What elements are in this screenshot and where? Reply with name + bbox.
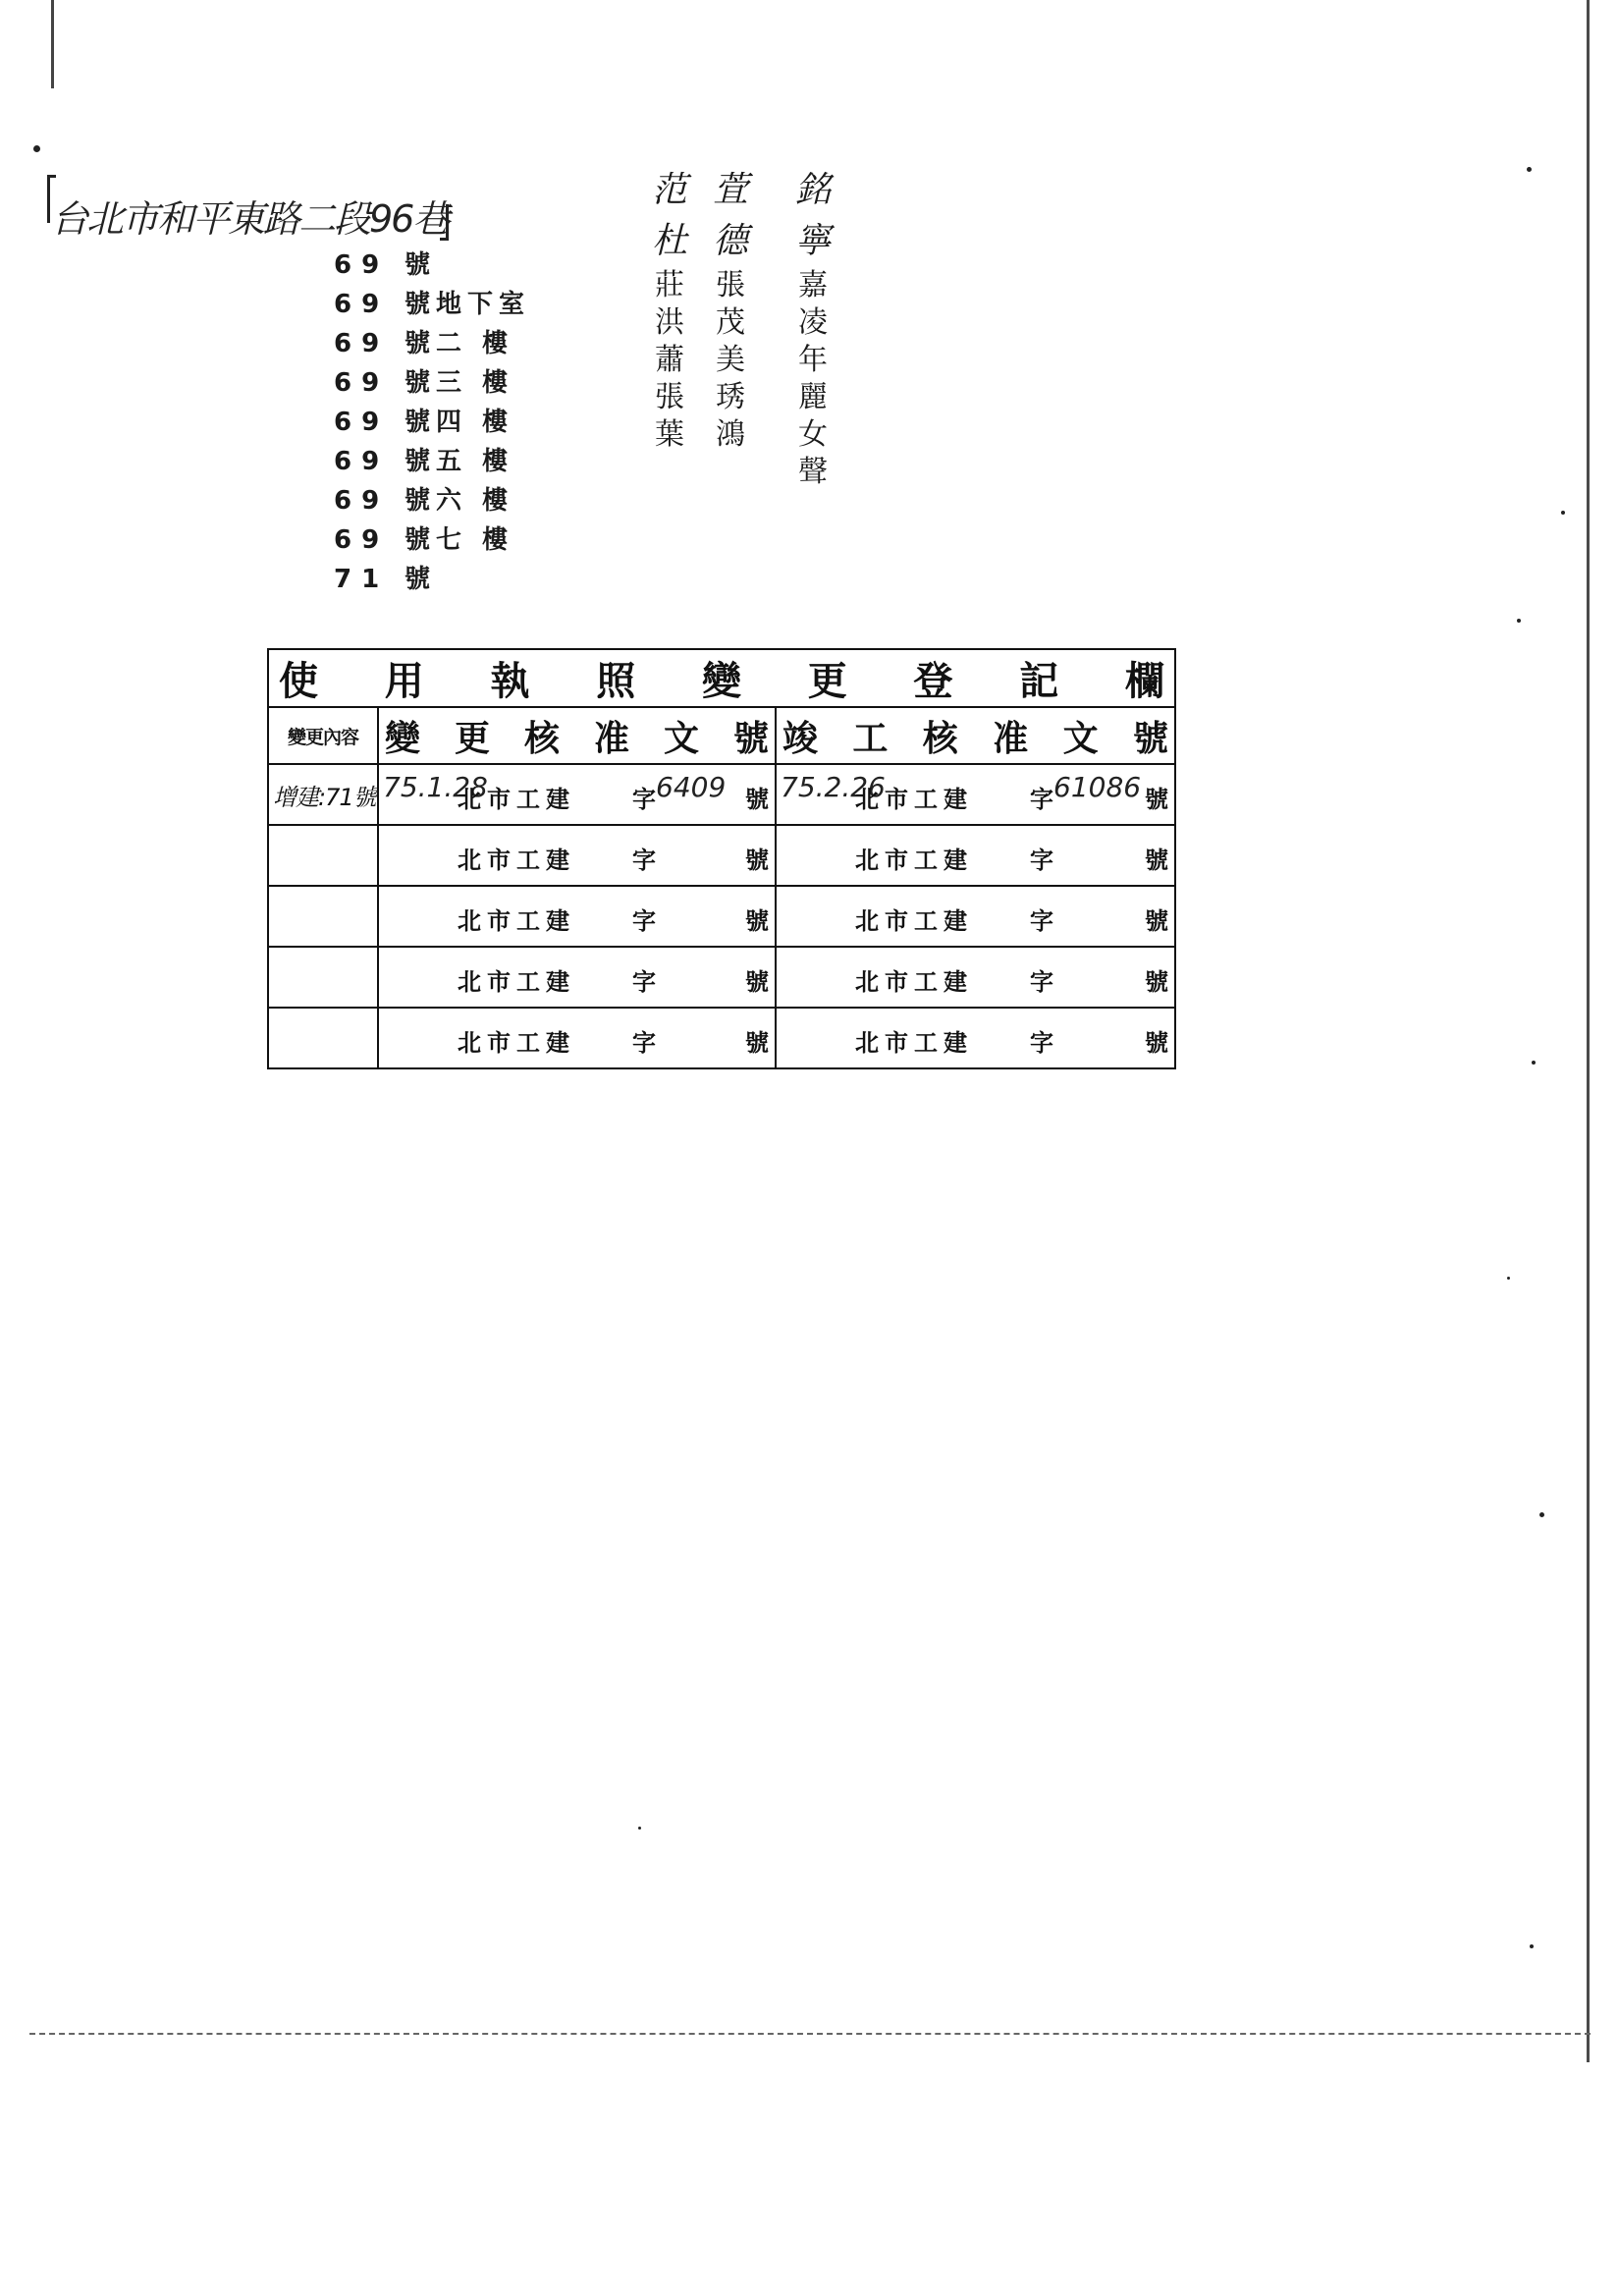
owner-name-char: 葉 bbox=[655, 417, 684, 452]
zi-label: 字 bbox=[1030, 785, 1053, 813]
owner-name-char: 美 bbox=[716, 343, 745, 377]
scan-speck bbox=[1527, 167, 1532, 172]
completion-approval-cell bbox=[776, 764, 1175, 825]
header-change-content: 變更內容 bbox=[268, 707, 378, 764]
owner-name-column bbox=[648, 165, 691, 454]
floor-row bbox=[334, 324, 530, 363]
change-approval-cell bbox=[378, 886, 776, 947]
owner-name-char: 嘉 bbox=[798, 268, 828, 302]
owner-name-char: 德 bbox=[712, 221, 748, 261]
office-label: 北市工建 bbox=[458, 967, 575, 996]
hao-label: 號 bbox=[745, 785, 769, 813]
scan-speck bbox=[1532, 1061, 1536, 1065]
scan-speck bbox=[1530, 1944, 1534, 1948]
change-content-cell bbox=[268, 886, 378, 947]
change-content bbox=[269, 1025, 273, 1053]
change-approval-cell bbox=[378, 825, 776, 886]
floor-label: 號五 樓 bbox=[404, 447, 514, 476]
floor-number: 69 bbox=[334, 447, 390, 476]
zi-label: 字 bbox=[1030, 906, 1053, 935]
hao-label: 號 bbox=[745, 967, 769, 996]
completion-approval-cell bbox=[776, 825, 1175, 886]
owner-name-char: 琇 bbox=[716, 380, 745, 414]
owner-name-char: 女 bbox=[798, 417, 828, 452]
floor-list bbox=[334, 246, 530, 599]
floor-label: 號 bbox=[404, 250, 437, 280]
header-completion-approval-no: 竣工核准文號 bbox=[776, 707, 1175, 764]
floor-number: 69 bbox=[334, 408, 390, 437]
change-content-cell bbox=[268, 764, 378, 825]
floor-row bbox=[334, 442, 530, 481]
floor-number: 69 bbox=[334, 525, 390, 555]
owner-name-char: 銘 bbox=[794, 170, 831, 210]
floor-label: 號地下室 bbox=[404, 290, 531, 319]
scan-speck bbox=[1507, 1277, 1510, 1280]
zi-label: 字 bbox=[1030, 1028, 1053, 1057]
zi-label: 字 bbox=[632, 846, 656, 874]
hao-label: 號 bbox=[1145, 846, 1169, 874]
zi-label: 字 bbox=[632, 967, 656, 996]
hao-label: 號 bbox=[745, 846, 769, 874]
floor-number: 71 bbox=[334, 565, 390, 594]
owner-name-char: 聲 bbox=[798, 455, 828, 489]
hao-label: 號 bbox=[745, 1028, 769, 1057]
office-label: 北市工建 bbox=[855, 785, 973, 813]
table-title-row bbox=[268, 649, 1175, 707]
office-label: 北市工建 bbox=[458, 846, 575, 874]
owner-name-column bbox=[791, 165, 835, 491]
change-content-cell bbox=[268, 947, 378, 1008]
table-title: 使用執照變更登記欄 bbox=[268, 649, 1175, 707]
hao-label: 號 bbox=[1145, 906, 1169, 935]
office-label: 北市工建 bbox=[855, 1028, 973, 1057]
completion-approval-cell bbox=[776, 1008, 1175, 1068]
header-change-approval-no: 變更核准文號 bbox=[378, 707, 776, 764]
owner-name-column bbox=[709, 165, 752, 454]
floor-row bbox=[334, 481, 530, 520]
owner-name-char: 莊 bbox=[655, 268, 684, 302]
floor-row bbox=[334, 560, 530, 599]
table-row bbox=[268, 764, 1175, 825]
change-content-cell bbox=[268, 1008, 378, 1068]
address-bracket-right bbox=[440, 204, 449, 241]
zi-label: 字 bbox=[1030, 846, 1053, 874]
owner-name-char: 洪 bbox=[655, 305, 684, 340]
scan-speck bbox=[1539, 1512, 1544, 1517]
scan-speck bbox=[638, 1827, 641, 1830]
zi-label: 字 bbox=[632, 1028, 656, 1057]
hao-label: 號 bbox=[1145, 967, 1169, 996]
floor-label: 號二 樓 bbox=[404, 329, 514, 358]
floor-label: 號六 樓 bbox=[404, 486, 514, 516]
office-label: 北市工建 bbox=[855, 846, 973, 874]
usage-permit-change-table bbox=[267, 648, 1176, 1069]
table-header-row bbox=[268, 707, 1175, 764]
owner-name-char: 杜 bbox=[651, 221, 687, 261]
owner-name-char: 萓 bbox=[712, 170, 748, 210]
scan-edge-bottom bbox=[29, 2033, 1591, 2035]
floor-label: 號三 樓 bbox=[404, 368, 514, 398]
table-row bbox=[268, 947, 1175, 1008]
change-approval-cell bbox=[378, 947, 776, 1008]
hao-label: 號 bbox=[1145, 1028, 1169, 1057]
change-approval-cell bbox=[378, 764, 776, 825]
floor-label: 號 bbox=[404, 565, 437, 594]
scan-edge-right bbox=[1587, 0, 1590, 2062]
scan-speck bbox=[33, 145, 40, 152]
change-content bbox=[269, 903, 273, 931]
change-number: 6409 bbox=[656, 771, 727, 803]
owner-name-char: 麗 bbox=[798, 380, 828, 414]
completion-number: 61086 bbox=[1053, 771, 1142, 803]
owner-name-char: 蕭 bbox=[655, 343, 684, 377]
zi-label: 字 bbox=[632, 906, 656, 935]
floor-number: 69 bbox=[334, 329, 390, 358]
owner-name-char: 張 bbox=[716, 268, 745, 302]
office-label: 北市工建 bbox=[458, 906, 575, 935]
table-row bbox=[268, 1008, 1175, 1068]
floor-row bbox=[334, 363, 530, 403]
table-row bbox=[268, 886, 1175, 947]
zi-label: 字 bbox=[632, 785, 656, 813]
completion-date: 75.2.26 bbox=[781, 771, 886, 803]
floor-label: 號四 樓 bbox=[404, 408, 514, 437]
owner-name-char: 張 bbox=[655, 380, 684, 414]
hao-label: 號 bbox=[1145, 785, 1169, 813]
office-label: 北市工建 bbox=[458, 785, 575, 813]
owner-name-char: 鴻 bbox=[716, 417, 745, 452]
floor-row bbox=[334, 520, 530, 560]
change-content bbox=[269, 843, 273, 870]
scan-edge-left bbox=[51, 0, 54, 88]
change-approval-cell bbox=[378, 1008, 776, 1068]
change-date: 75.1.28 bbox=[383, 771, 488, 803]
floor-number: 69 bbox=[334, 290, 390, 319]
office-label: 北市工建 bbox=[458, 1028, 575, 1057]
owner-name-char: 茂 bbox=[716, 305, 745, 340]
completion-approval-cell bbox=[776, 947, 1175, 1008]
handwritten-address: 台北市和平東路二段96巷 bbox=[51, 197, 449, 241]
owner-name-char: 范 bbox=[651, 170, 687, 210]
floor-number: 69 bbox=[334, 368, 390, 398]
change-content bbox=[269, 964, 273, 992]
completion-approval-cell bbox=[776, 886, 1175, 947]
hao-label: 號 bbox=[745, 906, 769, 935]
floor-row bbox=[334, 285, 530, 324]
scan-speck bbox=[1517, 619, 1521, 623]
table-row bbox=[268, 825, 1175, 886]
change-content: 增建:71號 bbox=[273, 783, 376, 811]
owner-name-char: 寧 bbox=[794, 221, 831, 261]
floor-label: 號七 樓 bbox=[404, 525, 514, 555]
office-label: 北市工建 bbox=[855, 967, 973, 996]
office-label: 北市工建 bbox=[855, 906, 973, 935]
floor-row bbox=[334, 246, 530, 285]
owner-name-char: 年 bbox=[798, 343, 828, 377]
floor-row bbox=[334, 403, 530, 442]
owner-name-char: 凌 bbox=[798, 305, 828, 340]
floor-number: 69 bbox=[334, 250, 390, 280]
floor-number: 69 bbox=[334, 486, 390, 516]
change-content-cell bbox=[268, 825, 378, 886]
zi-label: 字 bbox=[1030, 967, 1053, 996]
scan-speck bbox=[1561, 511, 1565, 515]
